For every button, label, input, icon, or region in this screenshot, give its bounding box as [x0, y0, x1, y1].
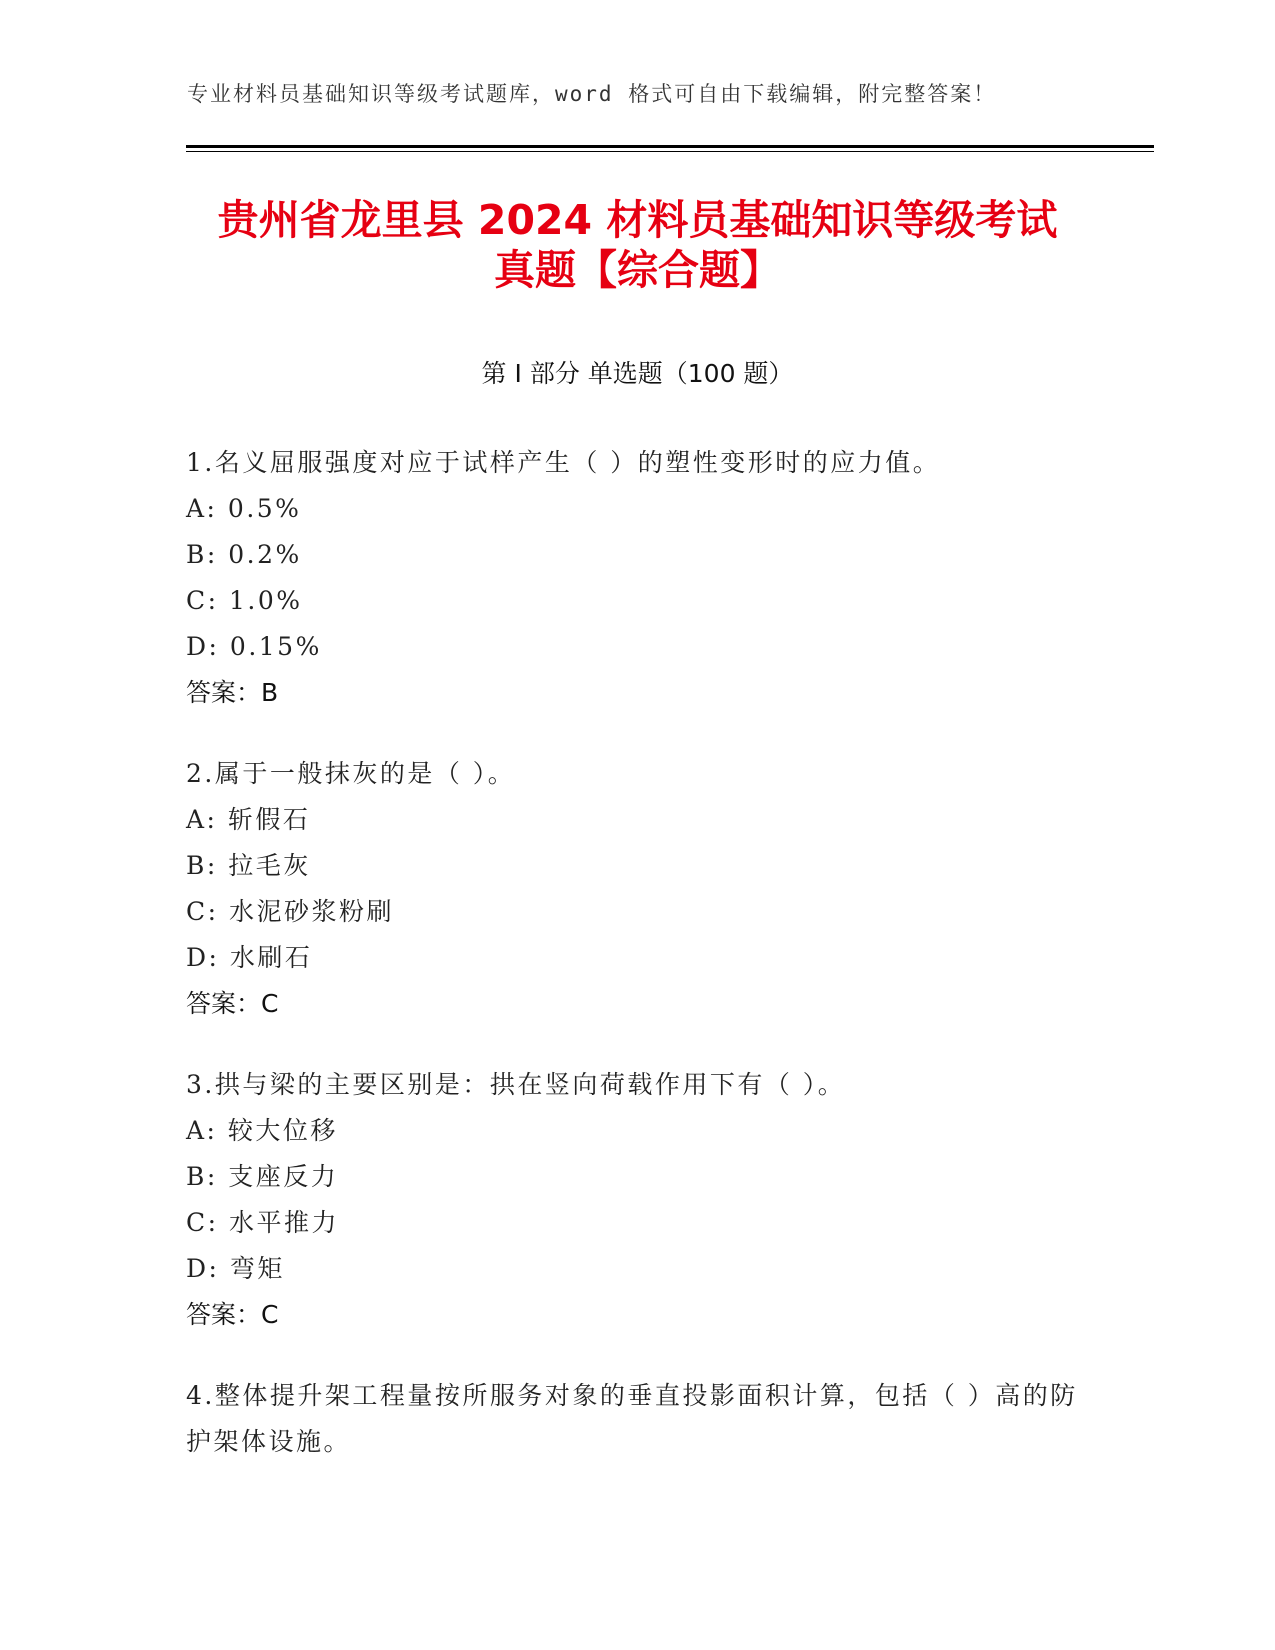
question-2 [186, 751, 1086, 1027]
question-stem: 2.属于一般抹灰的是（ ）。 [186, 759, 516, 788]
option-d: D: 弯矩 [186, 1254, 285, 1283]
answer-key: 答案：B [186, 678, 279, 707]
option-d: D: 0.15% [186, 632, 322, 661]
answer-key: 答案：C [186, 989, 279, 1018]
document-title-line-2: 真题【综合题】 [494, 246, 781, 294]
question-stem: 4.整体提升架工程量按所服务对象的垂直投影面积计算，包括（ ）高的防护架体设施。 [186, 1381, 1078, 1456]
question-3 [186, 1062, 1086, 1338]
header-divider-thin [186, 151, 1154, 152]
option-a: A: 较大位移 [186, 1116, 338, 1145]
header-divider-thick [186, 145, 1154, 148]
question-stem: 3.拱与梁的主要区别是：拱在竖向荷载作用下有（ ）。 [186, 1070, 846, 1099]
answer-key: 答案：C [186, 1300, 279, 1329]
question-1 [186, 440, 1086, 716]
header-note: 专业材料员基础知识等级考试题库，word 格式可自由下载编辑，附完整答案！ [187, 82, 997, 106]
option-b: B: 支座反力 [186, 1162, 339, 1191]
option-c: C: 水平推力 [186, 1208, 339, 1237]
document-title-line-1: 贵州省龙里县 2024 材料员基础知识等级考试 [217, 196, 1058, 244]
question-4 [186, 1373, 1086, 1465]
question-list [186, 440, 1086, 1500]
option-d: D: 水刷石 [186, 943, 313, 972]
question-stem: 1.名义屈服强度对应于试样产生（ ）的塑性变形时的应力值。 [186, 448, 941, 477]
option-a: A: 斩假石 [186, 805, 311, 834]
option-b: B: 0.2% [186, 540, 302, 569]
section-title: 第 I 部分 单选题（100 题） [481, 359, 794, 388]
option-a: A: 0.5% [186, 494, 302, 523]
option-b: B: 拉毛灰 [186, 851, 311, 880]
option-c: C: 水泥砂浆粉刷 [186, 897, 394, 926]
document-title [160, 195, 1115, 295]
option-c: C: 1.0% [186, 586, 303, 615]
